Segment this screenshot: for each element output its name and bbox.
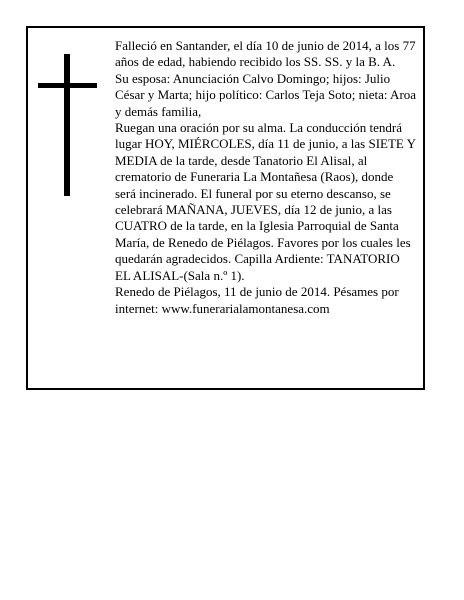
funeral-details-paragraph: Ruegan una oración por su alma. La conducción tendrá lugar HOY, MIÉRCOLES, día 11 de junio, a las SIETE Y MEDIA de la tarde, desde Tanatorio El Alisal, al crematorio de Funeraria La Montañesa (Raos), donde será incinerado. El funeral por su eterno descanso, se celebrará MAÑANA, JUEVES, día 12 de junio, a las CUATRO de la tarde, en la Iglesia Parroquial de Santa María, de Renedo de Piélagos. Favores por los cuales les quedarán agradecidos. Capilla Ardiente: TANATORIO EL ALISAL-(Sala n.º 1). [115, 120, 416, 283]
cross-vertical-bar [64, 54, 70, 196]
obituary-text [115, 38, 417, 317]
death-announcement-paragraph: Falleció en Santander, el día 10 de junio de 2014, a los 77 años de edad, habiendo recibido los SS. SS. y la B. A. [115, 38, 416, 70]
cross-horizontal-bar [38, 83, 97, 88]
closing-paragraph: Renedo de Piélagos, 11 de junio de 2014. Pésames por internet: www.funerarialamontanesa.com [115, 284, 399, 316]
family-paragraph: Su esposa: Anunciación Calvo Domingo; hijos: Julio César y Marta; hijo político: Carlos Teja Soto; nieta: Aroa y demás familia, [115, 70, 417, 119]
